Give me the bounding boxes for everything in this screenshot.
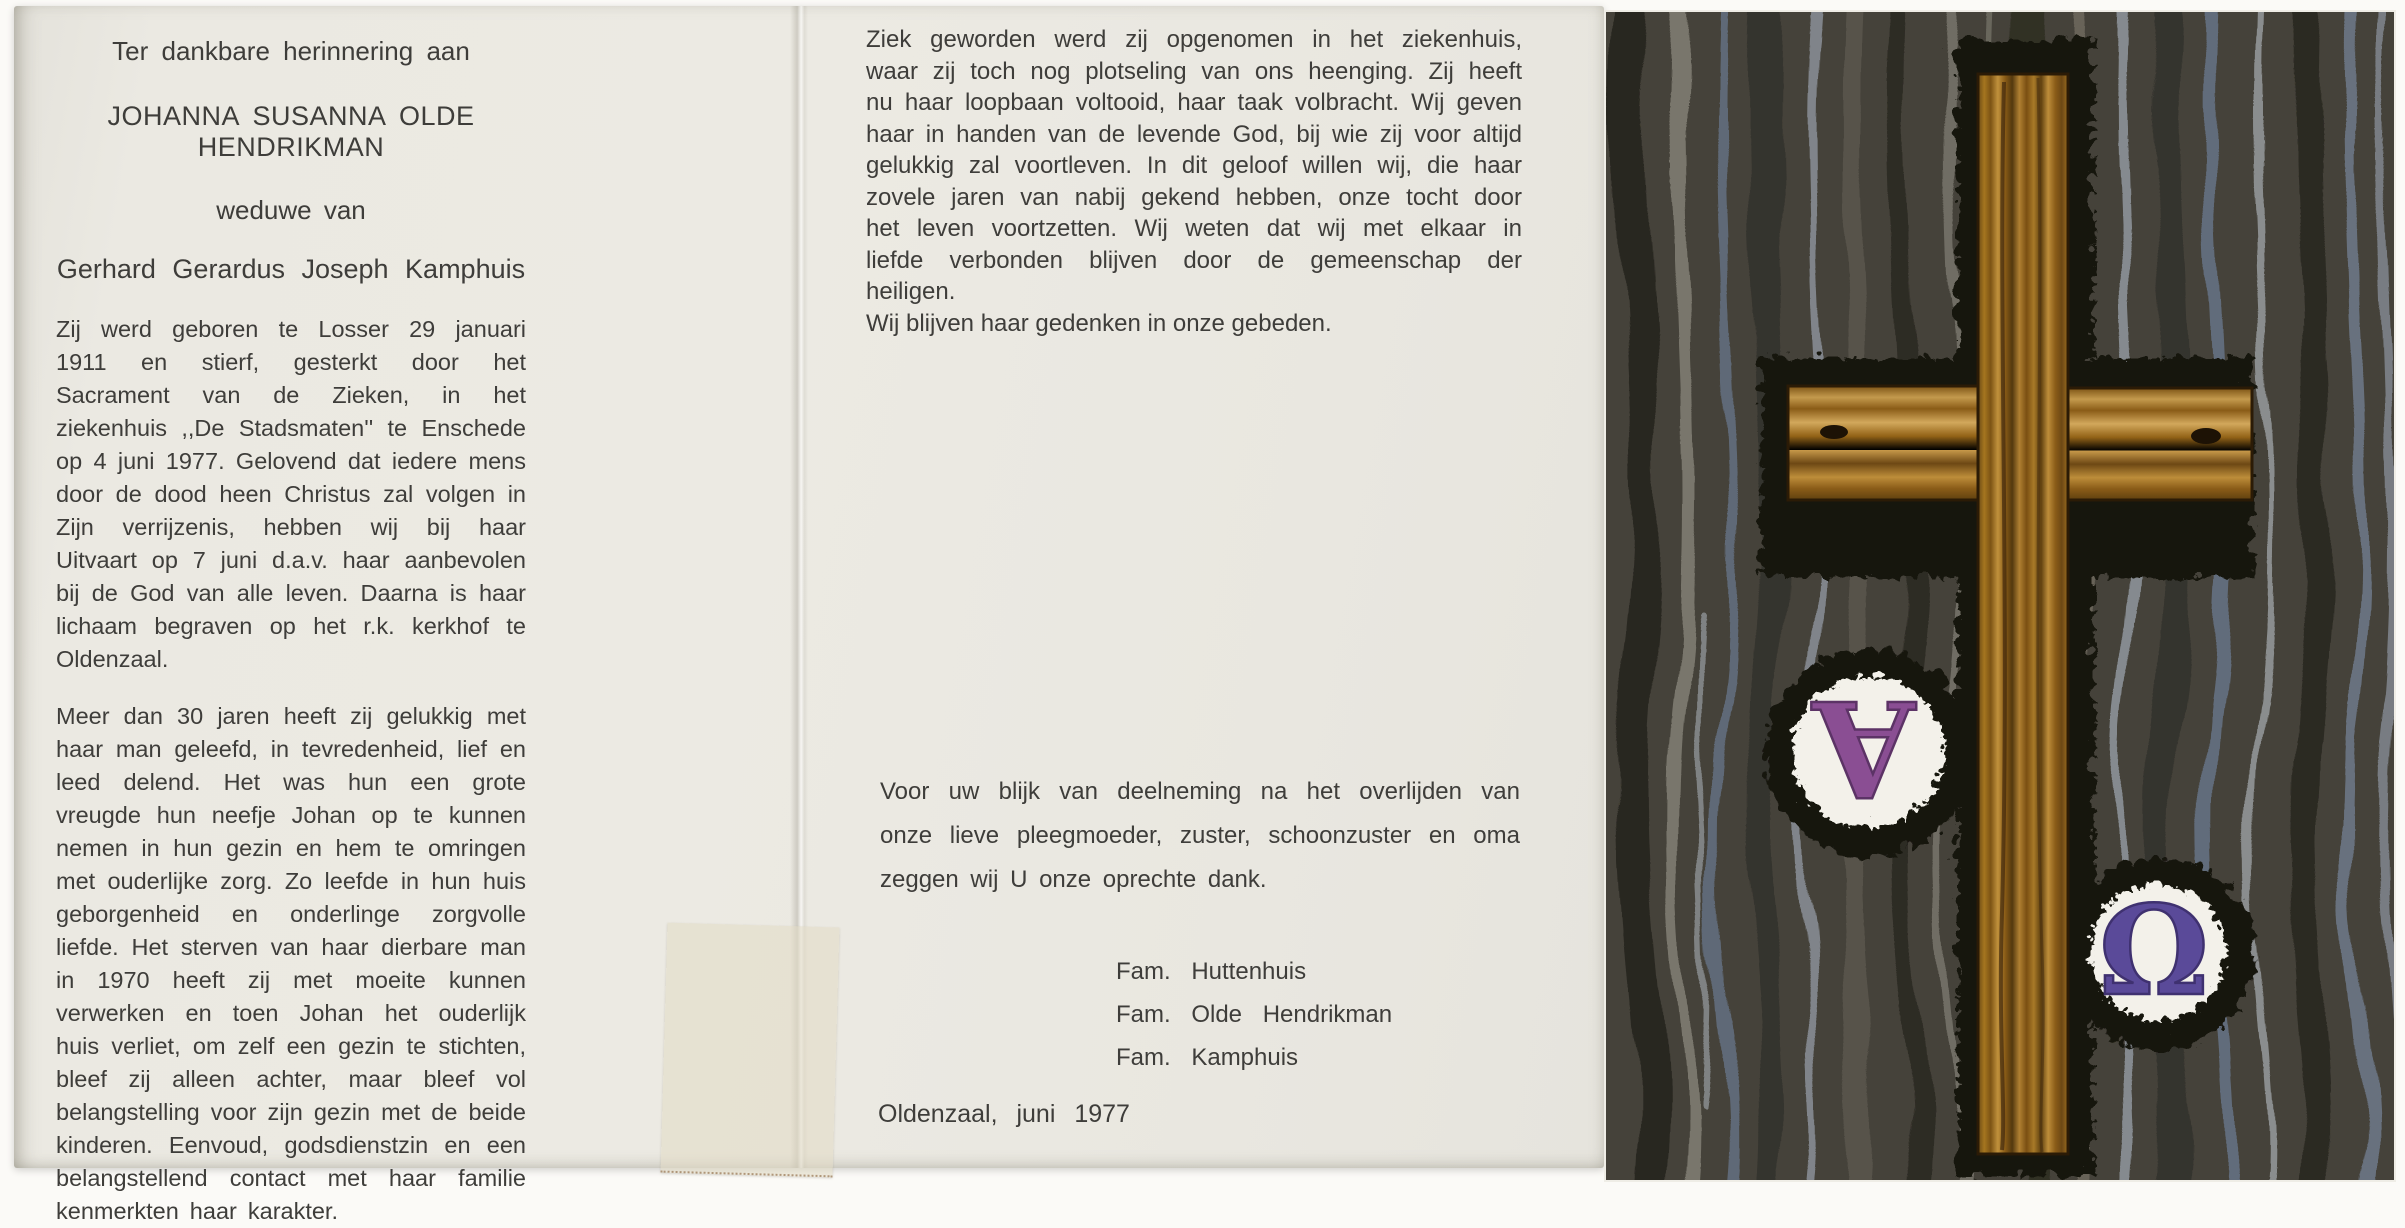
alpha-icon: A — [1812, 670, 1916, 825]
left-page — [56, 30, 526, 1228]
memorial-card-inside — [14, 6, 1604, 1224]
biography-paragraph-2: Meer dan 30 jaren heeft zij gelukkig met haar man geleefd, in tevredenheid, lief en leed delend. Het was hun een grote vreugde hun neefje Johan op te kunnen nemen in hun gezin en hem te omringen met ouderlijke zorg. Zo leefde in hun huis geborgenheid en onderlinge zorgvolle liefde. Het sterven van haar dierbare man in 1970 heeft zij met moeite kunnen verwerken en toen Johan het ouderlijk huis verliet, om zelf een gezin te stichten, bleef zij alleen achter, maar bleef vol belangstelling voor zijn gezin met de beide kinderen. Eenvoud, godsdienstzin en een belangstellend contact met haar familie kenmerkten haar karakter. — [56, 703, 526, 1224]
cover-artwork-panel — [1606, 12, 2394, 1180]
right-page — [866, 24, 1522, 1128]
cross-artwork — [1606, 12, 2394, 1180]
nail-mark-right — [2191, 428, 2221, 444]
farewell-paragraph: Ziek geworden werd zij opgenomen in het ziekenhuis, waar zij toch nog plotseling van ons heenging. Zij heeft nu haar loopbaan voltooid, haar taak volbracht. Wij geven haar in handen van de levende God, bij wie zij voor altijd gelukkig zal voortleven. In dit geloof willen wij, die haar zovele jaren van nabij gekend hebben, onze tocht door het leven voortzetten. Wij weten dat wij met elkaar in liefde verbonden blijven door de gemeenschap der heiligen. — [866, 26, 1522, 305]
relation-line: weduwe van — [216, 195, 366, 225]
deceased-name: JOHANNA SUSANNA OLDE HENDRIKMAN — [107, 101, 475, 162]
family-name-1: Fam. Huttenhuis — [1116, 958, 1307, 985]
family-names — [1116, 950, 1392, 1079]
remembrance-line: Wij blijven haar gedenken in onze gebeden. — [866, 309, 1332, 337]
omega-icon: Ω — [2098, 879, 2210, 1024]
place-date-line: Oldenzaal, juni 1977 — [878, 1100, 1130, 1128]
tape-residue — [661, 923, 840, 1178]
intro-line: Ter dankbare herinnering aan — [112, 36, 470, 66]
spouse-name: Gerhard Gerardus Joseph Kamphuis — [56, 254, 526, 284]
nail-mark-left — [1820, 425, 1848, 439]
family-name-3: Fam. Kamphuis — [1116, 1044, 1299, 1071]
thanks-paragraph: Voor uw blijk van deelneming na het overlijden van onze lieve pleegmoeder, zuster, schoonzuster en oma zeggen wij U onze oprechte dank. — [880, 778, 1520, 893]
biography-paragraph-1: Zij werd geboren te Losser 29 januari 1911 en stierf, gesterkt door het Sacrament van de Zieken, in het ziekenhuis ,,De Stadsmaten'' te Enschede op 4 juni 1977. Gelovend dat iedere mens door de dood heen Christus zal volgen in Zijn verrijzenis, hebben wij bij haar Uitvaart op 7 juni d.a.v. haar aanbevolen bij de God van alle leven. Daarna is haar lichaam begraven op het r.k. kerkhof te Oldenzaal. — [56, 316, 526, 672]
family-name-2: Fam. Olde Hendrikman — [1116, 1001, 1393, 1028]
